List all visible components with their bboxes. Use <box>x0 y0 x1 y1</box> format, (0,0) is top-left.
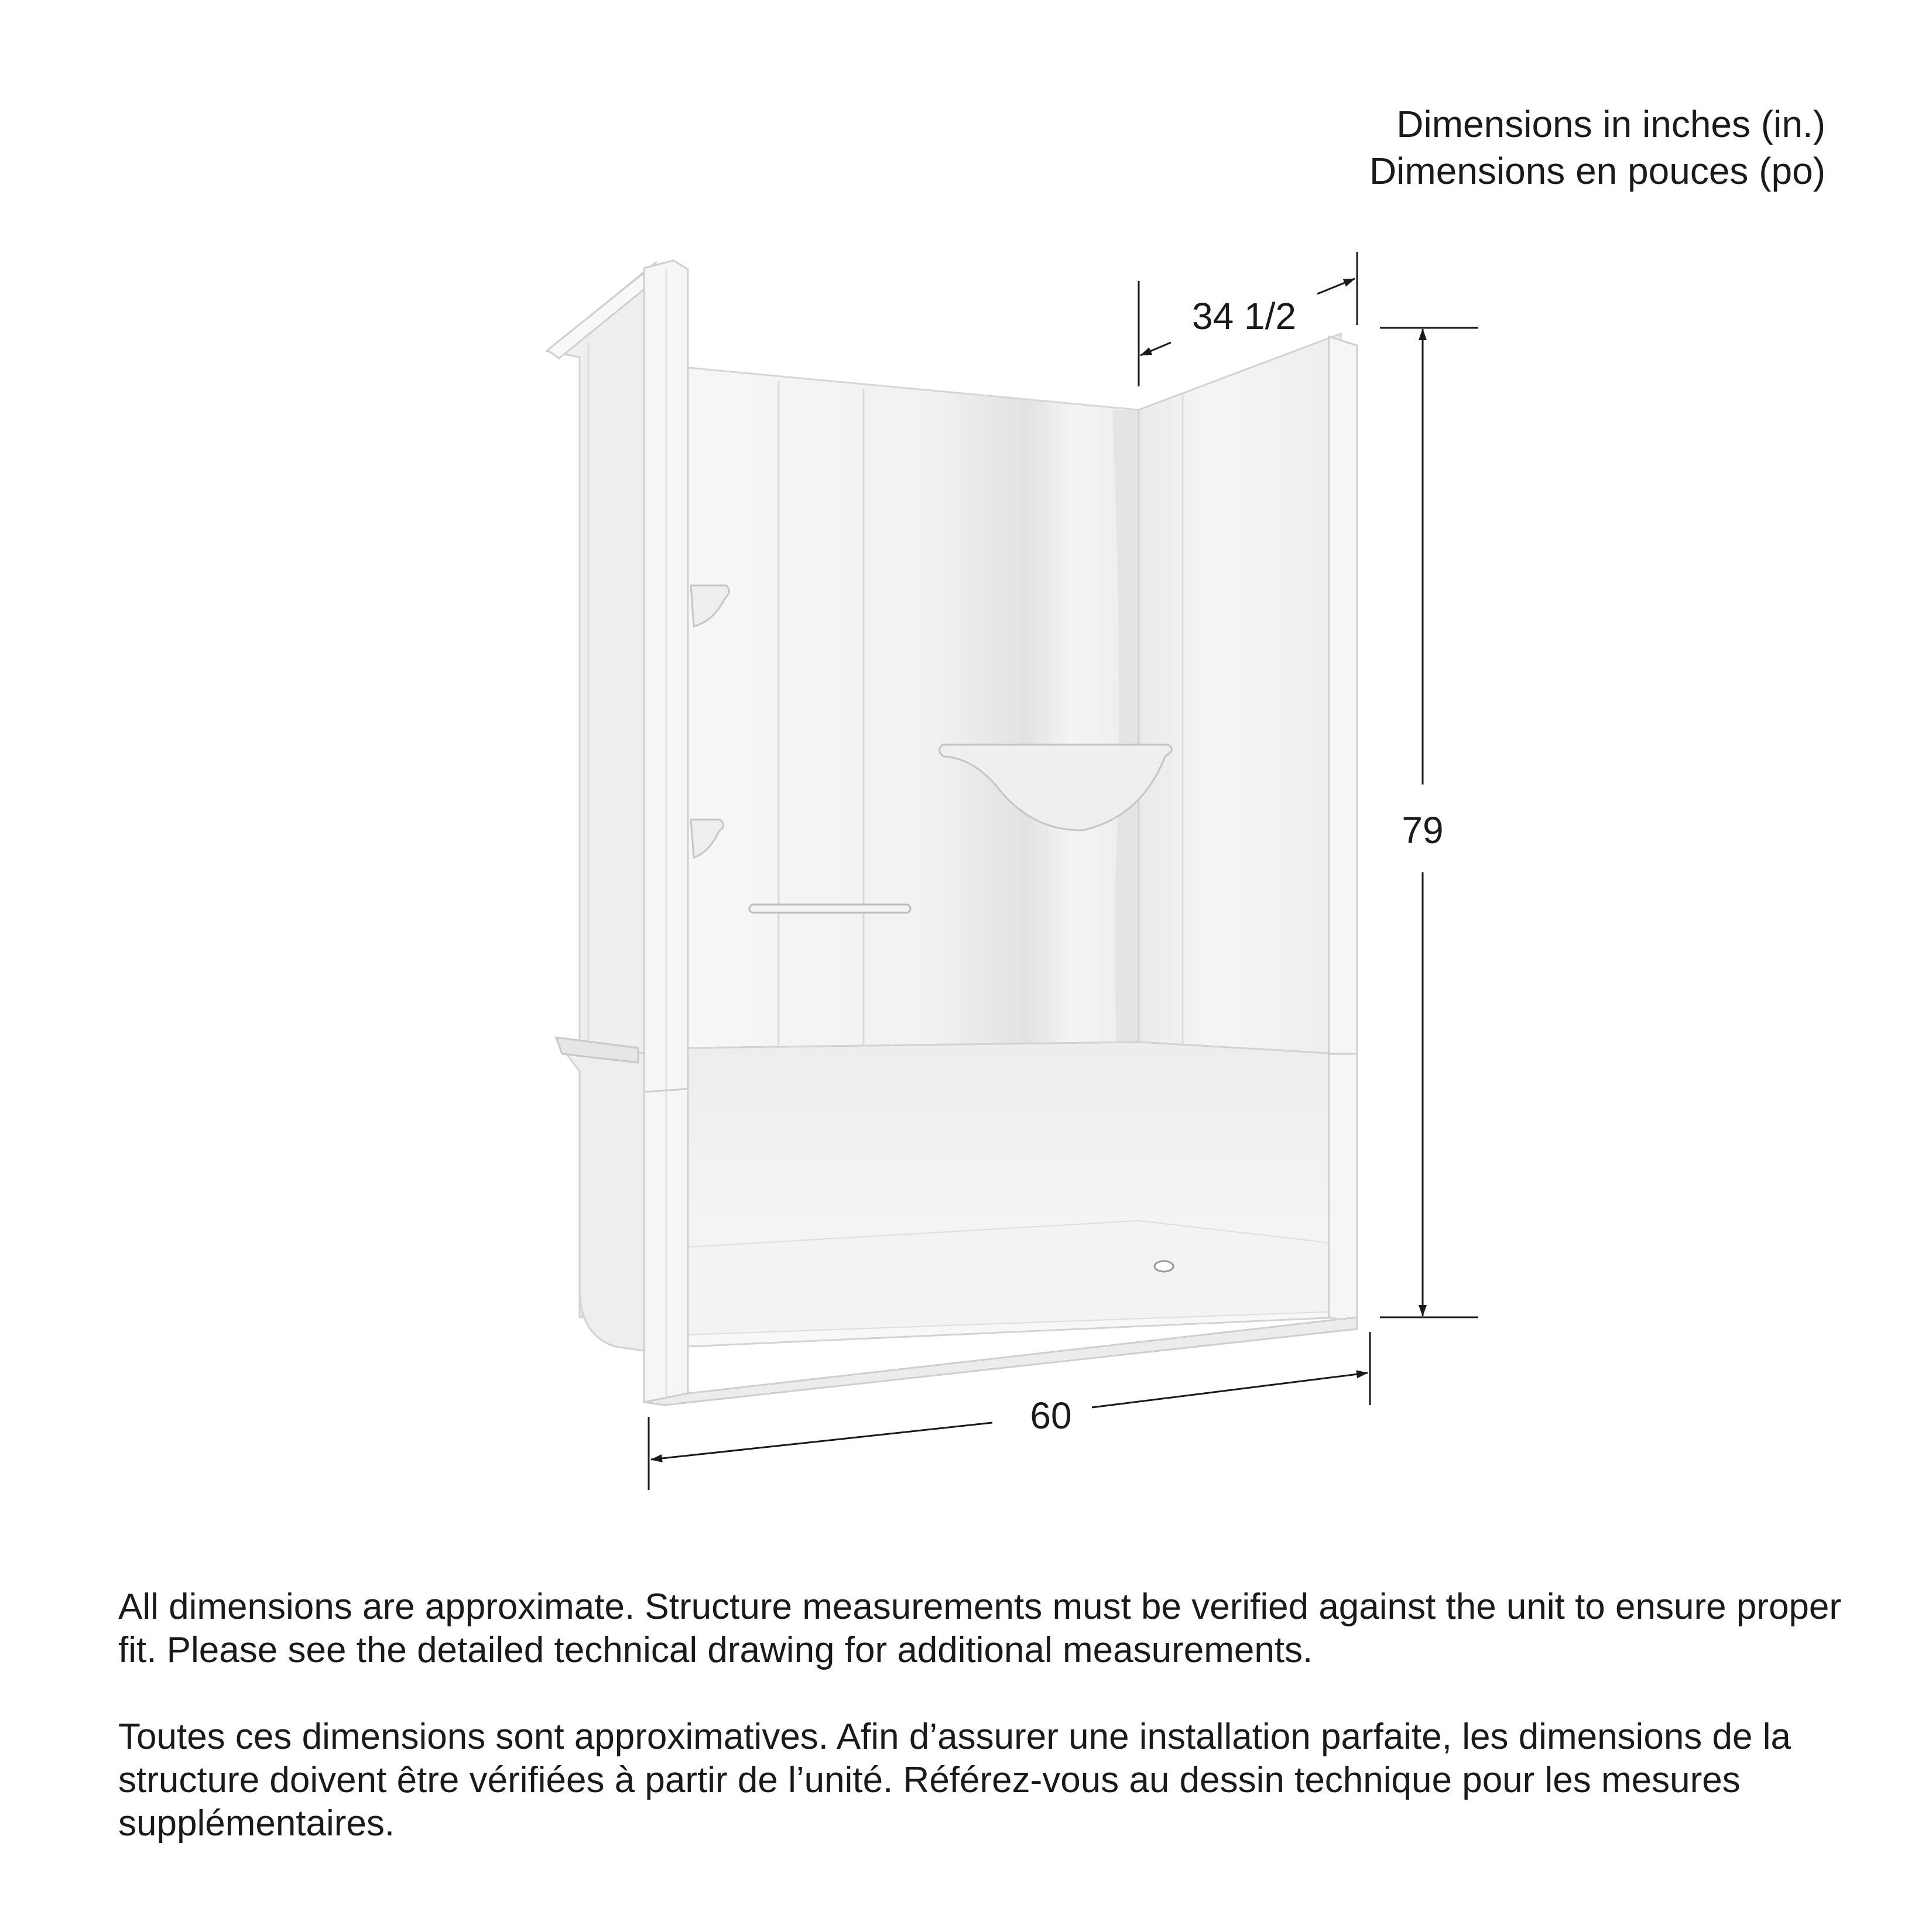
outer-tub-side <box>562 1048 656 1352</box>
depth-arrow-left <box>1140 342 1171 355</box>
depth-arrow-right <box>1317 279 1355 294</box>
shower-enclosure-illustration <box>547 261 1357 1405</box>
width-label: 60 <box>1030 1395 1072 1437</box>
units-french: Dimensions en pouces (po) <box>1369 150 1825 192</box>
units-english: Dimensions in inches (in.) <box>1396 103 1825 145</box>
disclaimer-english: All dimensions are approximate. Structure measurements must be verified against the unit to ensure proper fit. Please see the detailed technical drawing for additional measurements. <box>118 1587 1842 1670</box>
drain <box>1155 1261 1173 1272</box>
height-label: 79 <box>1402 809 1444 851</box>
width-dimension <box>649 1332 1370 1490</box>
width-arrow-right <box>1092 1373 1368 1407</box>
width-arrow-left <box>651 1423 992 1460</box>
front-right-jamb <box>1329 337 1357 1320</box>
back-wall <box>688 368 1139 1048</box>
right-side-wall <box>1139 334 1341 1054</box>
towel-bar <box>749 905 910 913</box>
height-dimension <box>1380 328 1478 1317</box>
disclaimer-notes <box>118 1585 1845 1845</box>
disclaimer-french: Toutes ces dimensions sont approximatives. Afin d’assurer une installation parfaite, les dimensions de la structure doivent être vérifiées à partir de l’unité. Référez-vous au dessin technique pour les mesures supplémentaires. <box>118 1717 1791 1844</box>
depth-label: 34 1/2 <box>1192 295 1296 337</box>
